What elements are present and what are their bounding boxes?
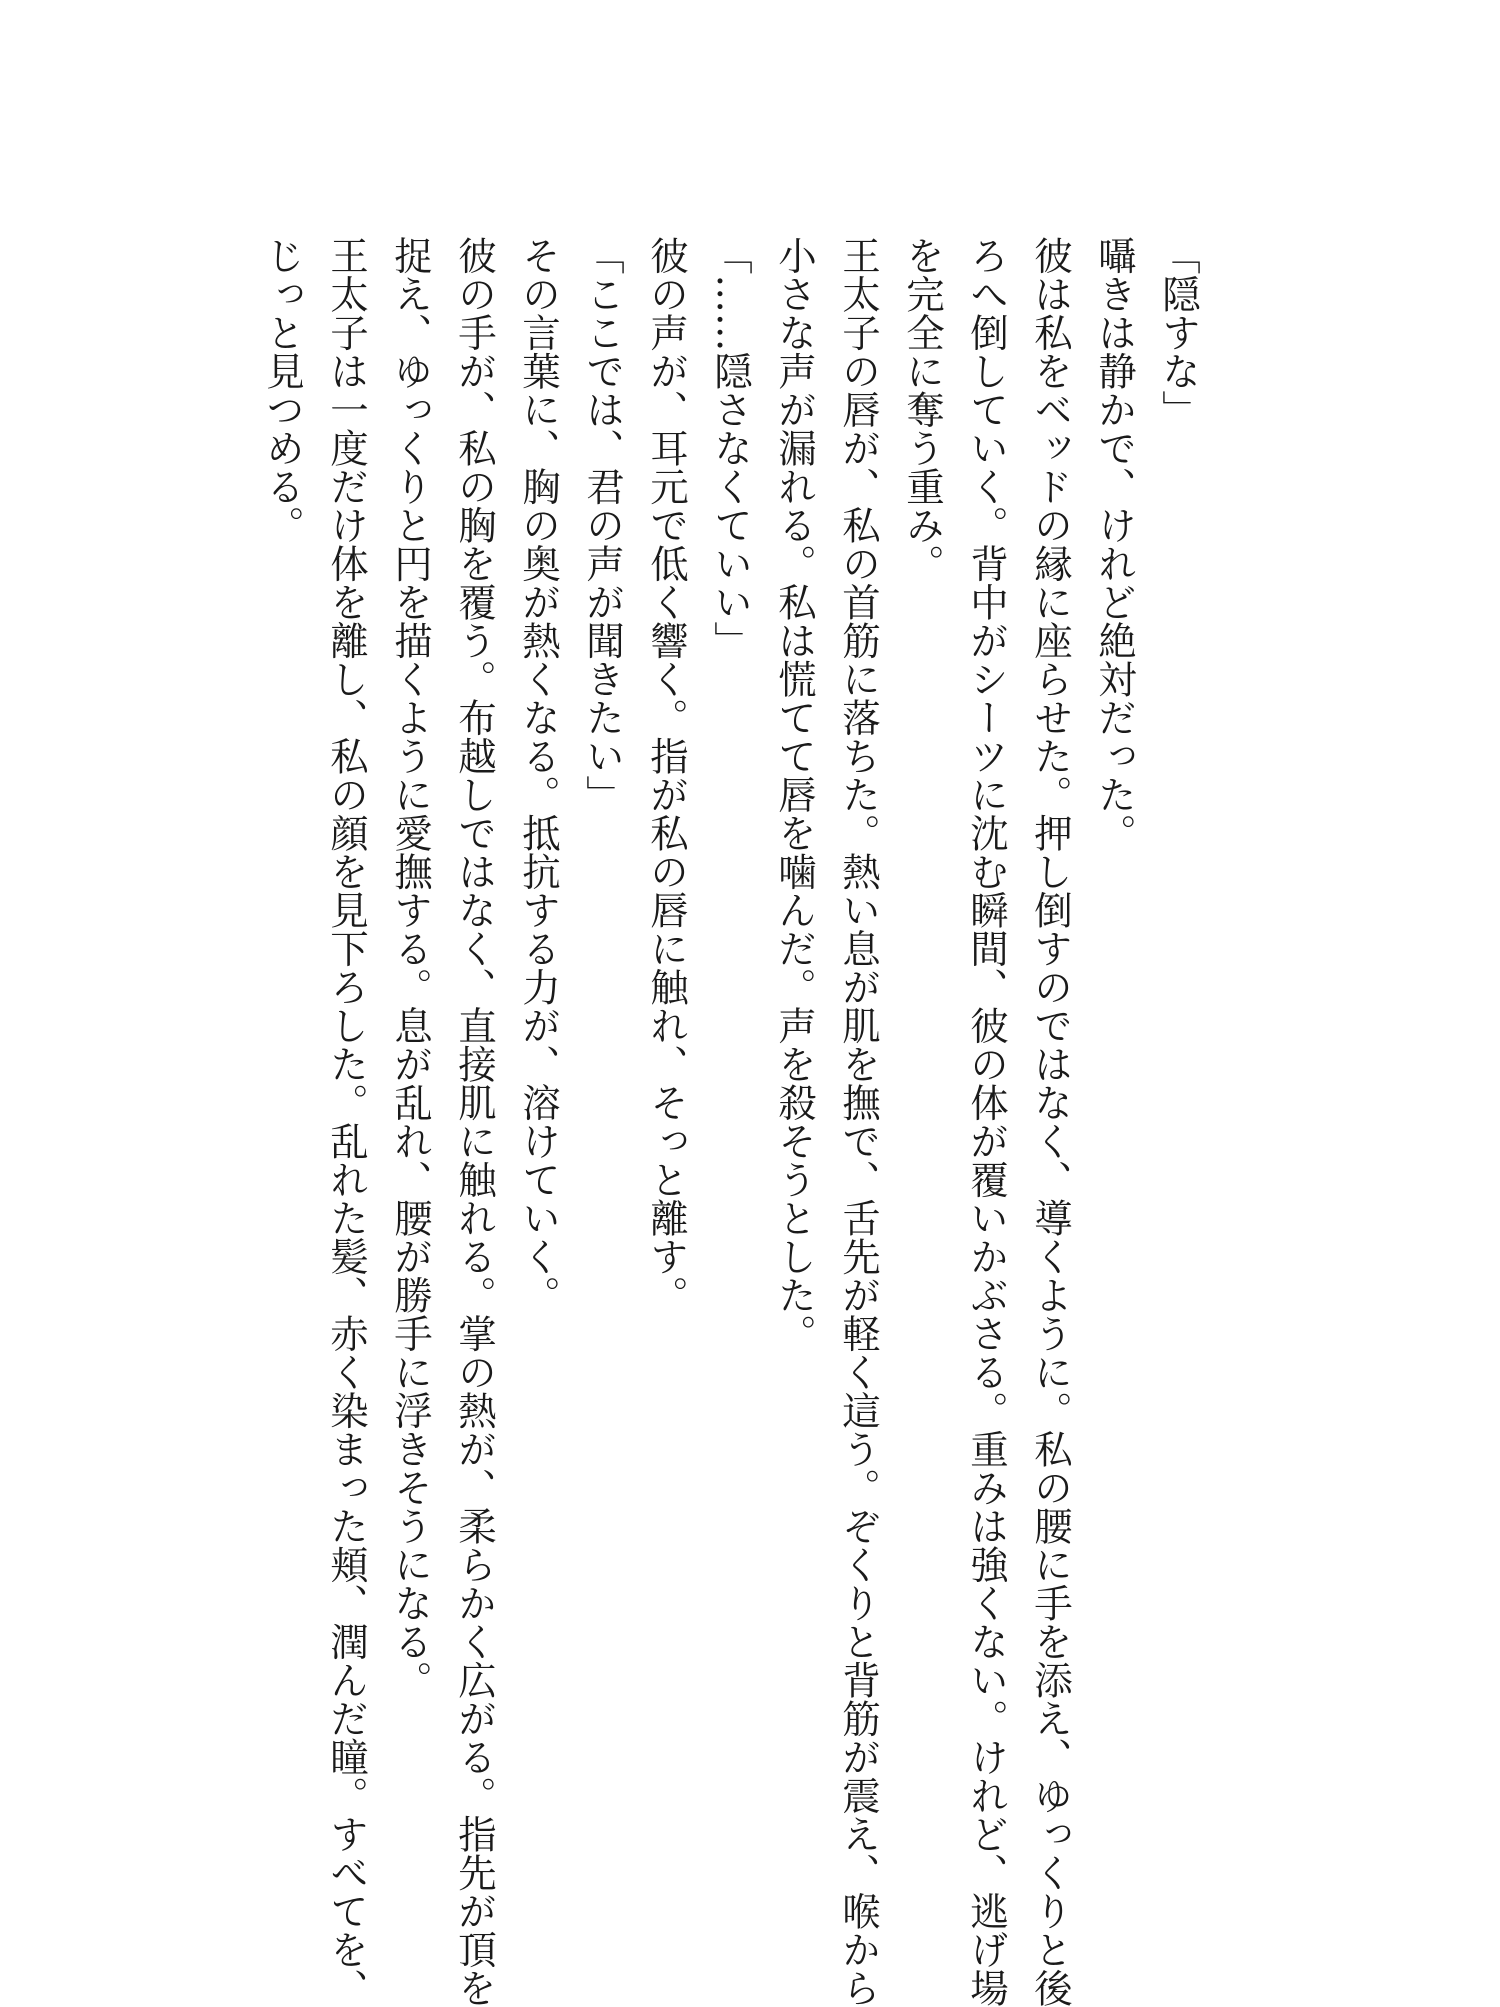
text-line-13: 捉え、ゆっくりと円を描くように愛撫する。息が乱れ、腰が勝手に浮きそうになる。	[388, 236, 433, 1699]
text-line-9: 彼の声が、耳元で低く響く。指が私の唇に触れ、そっと離す。	[644, 236, 689, 1314]
text-line-7: 小さな声が漏れる。私は慌てて唇を噛んだ。声を殺そうとした。	[772, 236, 817, 1353]
text-line-1: 「隠すな」	[1156, 236, 1201, 429]
text-line-15: じっと見つめる。	[260, 236, 305, 544]
vertical-text-body	[250, 236, 1210, 2007]
text-line-6: 王太子の唇が、私の首筋に落ちた。熱い息が肌を撫で、舌先が軽く這う。ぞくりと背筋が震え、喉から	[836, 236, 881, 2007]
text-line-3: 彼は私をベッドの縁に座らせた。押し倒すのではなく、導くように。私の腰に手を添え、ゆっくりと後	[1028, 236, 1073, 2007]
text-line-10: 「ここでは、君の声が聞きたい」	[580, 236, 625, 814]
text-line-14: 王太子は一度だけ体を離し、私の顔を見下ろした。乱れた髪、赤く染まった頬、潤んだ瞳。すべてを、	[324, 236, 369, 2007]
text-line-8: 「……隠さなくていい」	[708, 236, 753, 660]
text-line-4: ろへ倒していく。背中がシーツに沈む瞬間、彼の体が覆いかぶさる。重みは強くない。けれど、逃げ場	[964, 236, 1009, 2007]
text-line-5: を完全に奪う重み。	[900, 236, 945, 583]
text-line-2: 囁きは静かで、けれど絶対だった。	[1092, 236, 1137, 852]
text-line-11: その言葉に、胸の奥が熱くなる。抵抗する力が、溶けていく。	[516, 236, 561, 1314]
text-line-12: 彼の手が、私の胸を覆う。布越しではなく、直接肌に触れる。掌の熱が、柔らかく広がる。指先が頂を	[452, 236, 497, 2007]
